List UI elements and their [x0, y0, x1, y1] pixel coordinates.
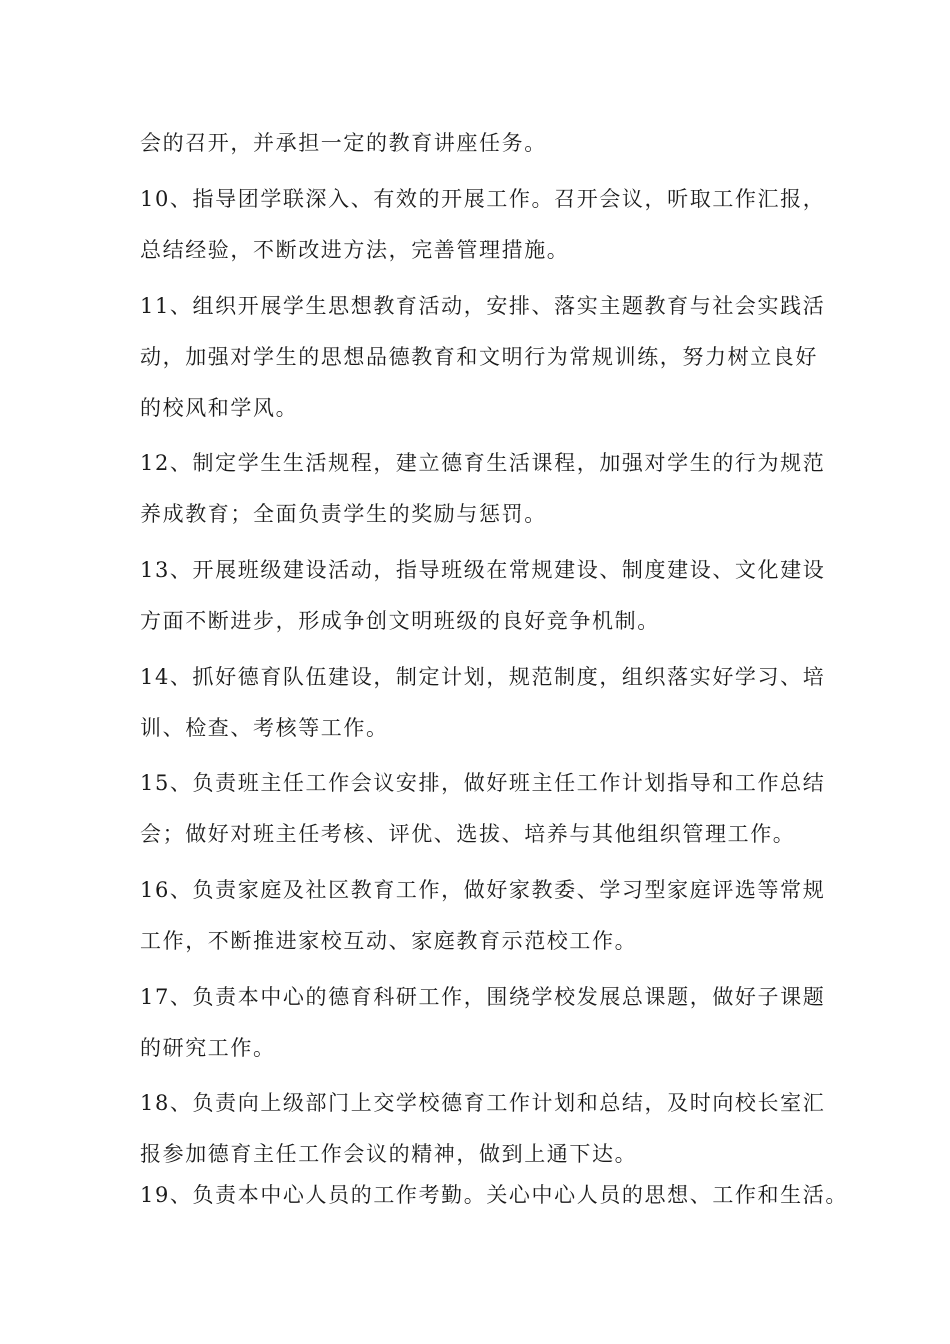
- text-line: 17、负责本中心的德育科研工作，围绕学校发展总课题，做好子课题: [140, 985, 826, 1009]
- text-line: 19、负责本中心人员的工作考勤。关心中心人员的思想、工作和生活。: [140, 1183, 848, 1207]
- text-line: 训、检查、考核等工作。: [140, 716, 389, 740]
- text-line: 的校风和学风。: [140, 396, 299, 420]
- text-line: 工作，不断推进家校互动、家庭教育示范校工作。: [140, 929, 638, 953]
- text-line: 方面不断进步，形成争创文明班级的良好竞争机制。: [140, 609, 660, 633]
- text-line: 13、开展班级建设活动，指导班级在常规建设、制度建设、文化建设: [140, 558, 826, 582]
- text-line: 15、负责班主任工作会议安排，做好班主任工作计划指导和工作总结: [140, 771, 826, 795]
- text-line: 报参加德育主任工作会议的精神，做到上通下达。: [140, 1142, 638, 1166]
- text-line: 养成教育；全面负责学生的奖励与惩罚。: [140, 502, 547, 526]
- text-line: 会的召开，并承担一定的教育讲座任务。: [140, 131, 547, 155]
- text-line: 16、负责家庭及社区教育工作，做好家教委、学习型家庭评选等常规: [140, 878, 826, 902]
- text-line: 11、组织开展学生思想教育活动，安排、落实主题教育与社会实践活: [140, 294, 826, 318]
- text-line: 10、指导团学联深入、有效的开展工作。召开会议，听取工作汇报，: [140, 187, 826, 211]
- text-line: 的研究工作。: [140, 1036, 276, 1060]
- text-line: 会；做好对班主任考核、评优、选拔、培养与其他组织管理工作。: [140, 822, 796, 846]
- text-line: 总结经验，不断改进方法，完善管理措施。: [140, 238, 570, 262]
- text-line: 18、负责向上级部门上交学校德育工作计划和总结，及时向校长室汇: [140, 1091, 826, 1115]
- text-line: 动，加强对学生的思想品德教育和文明行为常规训练，努力树立良好: [140, 345, 818, 369]
- text-line: 12、制定学生生活规程，建立德育生活课程，加强对学生的行为规范: [140, 451, 826, 475]
- text-line: 14、抓好德育队伍建设，制定计划，规范制度，组织落实好学习、培: [140, 665, 826, 689]
